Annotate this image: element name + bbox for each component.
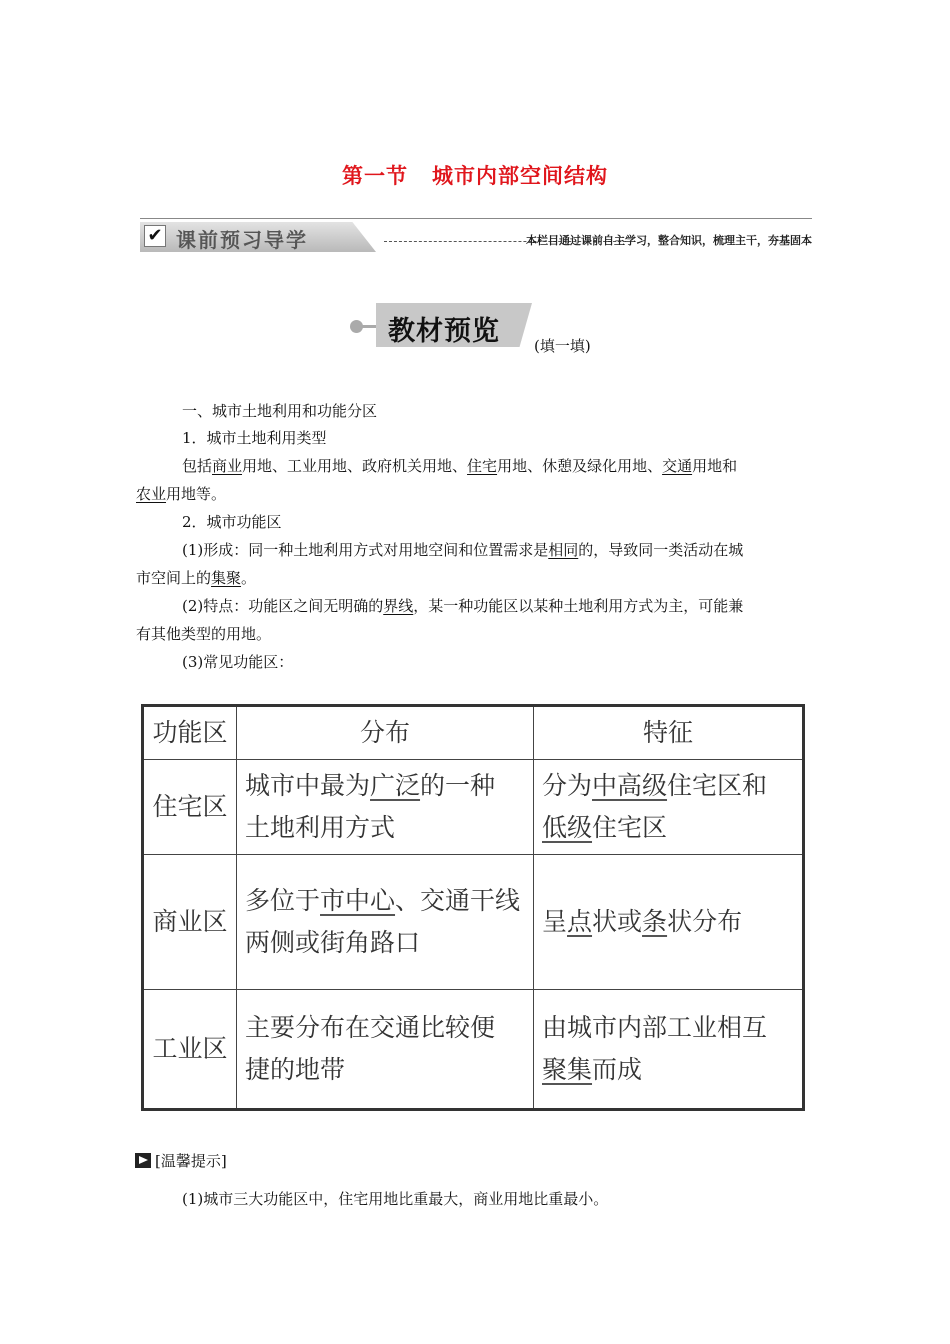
function-zone-table	[141, 704, 805, 1111]
zone-cell: 住宅区	[143, 760, 237, 855]
tip-line1: (1)城市三大功能区中，住宅用地比重最大，商业用地比重最小。	[182, 1190, 609, 1208]
answer-blank: 广泛	[370, 771, 421, 800]
distribution-cell: 多位于市中心、交通干线 两侧或街角路口	[237, 855, 534, 990]
distribution-cell: 主要分布在交通比较便 捷的地带	[237, 990, 534, 1110]
table-row	[143, 990, 804, 1110]
table-header: 分布	[237, 706, 534, 760]
preview-label: 教材预览	[388, 316, 500, 347]
answer-blank: 界线	[383, 597, 414, 615]
play-icon	[135, 1153, 151, 1168]
answer-blank: 聚集	[542, 1055, 593, 1084]
answer-blank: 交通	[662, 457, 693, 475]
answer-blank: 条	[642, 907, 668, 936]
zone-cell: 商业区	[143, 855, 237, 990]
item2-p2-line1: (2)特点：功能区之间无明确的界线，某一种功能区以某种土地利用方式为主，可能兼	[182, 597, 744, 615]
title-section-number: 第一节	[342, 163, 408, 188]
zone-cell: 工业区	[143, 990, 237, 1110]
banner-label: 课前预习导学	[176, 228, 308, 252]
item2-p3: (3)常见功能区：	[182, 653, 294, 671]
preview-sub: (填一填)	[534, 337, 591, 355]
table-row	[143, 760, 804, 855]
banner-divider	[140, 218, 812, 219]
answer-blank: 相同	[548, 541, 579, 559]
section-banner	[140, 218, 812, 254]
feature-cell: 由城市内部工业相互 聚集而成	[534, 990, 804, 1110]
feature-cell: 分为中高级住宅区和 低级住宅区	[534, 760, 804, 855]
page-title	[0, 160, 950, 190]
answer-blank: 农业	[136, 485, 167, 503]
item1-line1: 包括商业用地、工业用地、政府机关用地、住宅用地、休憩及绿化用地、交通用地和	[182, 457, 738, 475]
section-heading: 一、城市土地利用和功能分区	[182, 402, 378, 420]
item2-p1-line1: (1)形成：同一种土地利用方式对用地空间和位置需求是相同的，导致同一类活动在城	[182, 541, 744, 559]
item2-heading: 2．城市功能区	[182, 513, 282, 531]
answer-blank: 商业	[212, 457, 243, 475]
item1-heading: 1．城市土地利用类型	[182, 429, 327, 447]
banner-note: 本栏目通过课前自主学习，整合知识，梳理主干，夯基固本	[526, 234, 812, 247]
table-row	[143, 855, 804, 990]
answer-blank: 点	[567, 907, 593, 936]
item2-p2-line2: 有其他类型的用地。	[136, 625, 272, 643]
item1-line2: 农业用地等。	[136, 485, 227, 503]
table-header: 特征	[534, 706, 804, 760]
distribution-cell: 城市中最为广泛的一种 土地利用方式	[237, 760, 534, 855]
tip-label: [温馨提示]	[155, 1152, 227, 1170]
answer-blank: 住宅	[467, 457, 498, 475]
title-text: 城市内部空间结构	[432, 163, 608, 188]
answer-blank: 中高级	[592, 771, 668, 800]
answer-blank: 低级	[542, 813, 593, 842]
table-header: 功能区	[143, 706, 237, 760]
item2-p1-line2: 市空间上的集聚。	[136, 569, 257, 587]
check-icon: ✔	[144, 225, 166, 247]
preview-header	[350, 303, 650, 363]
tip-header	[135, 1150, 227, 1171]
answer-blank: 集聚	[211, 569, 242, 587]
feature-cell: 呈点状或条状分布	[534, 855, 804, 990]
table-header-row	[143, 706, 804, 760]
answer-blank: 市中心	[320, 886, 396, 915]
